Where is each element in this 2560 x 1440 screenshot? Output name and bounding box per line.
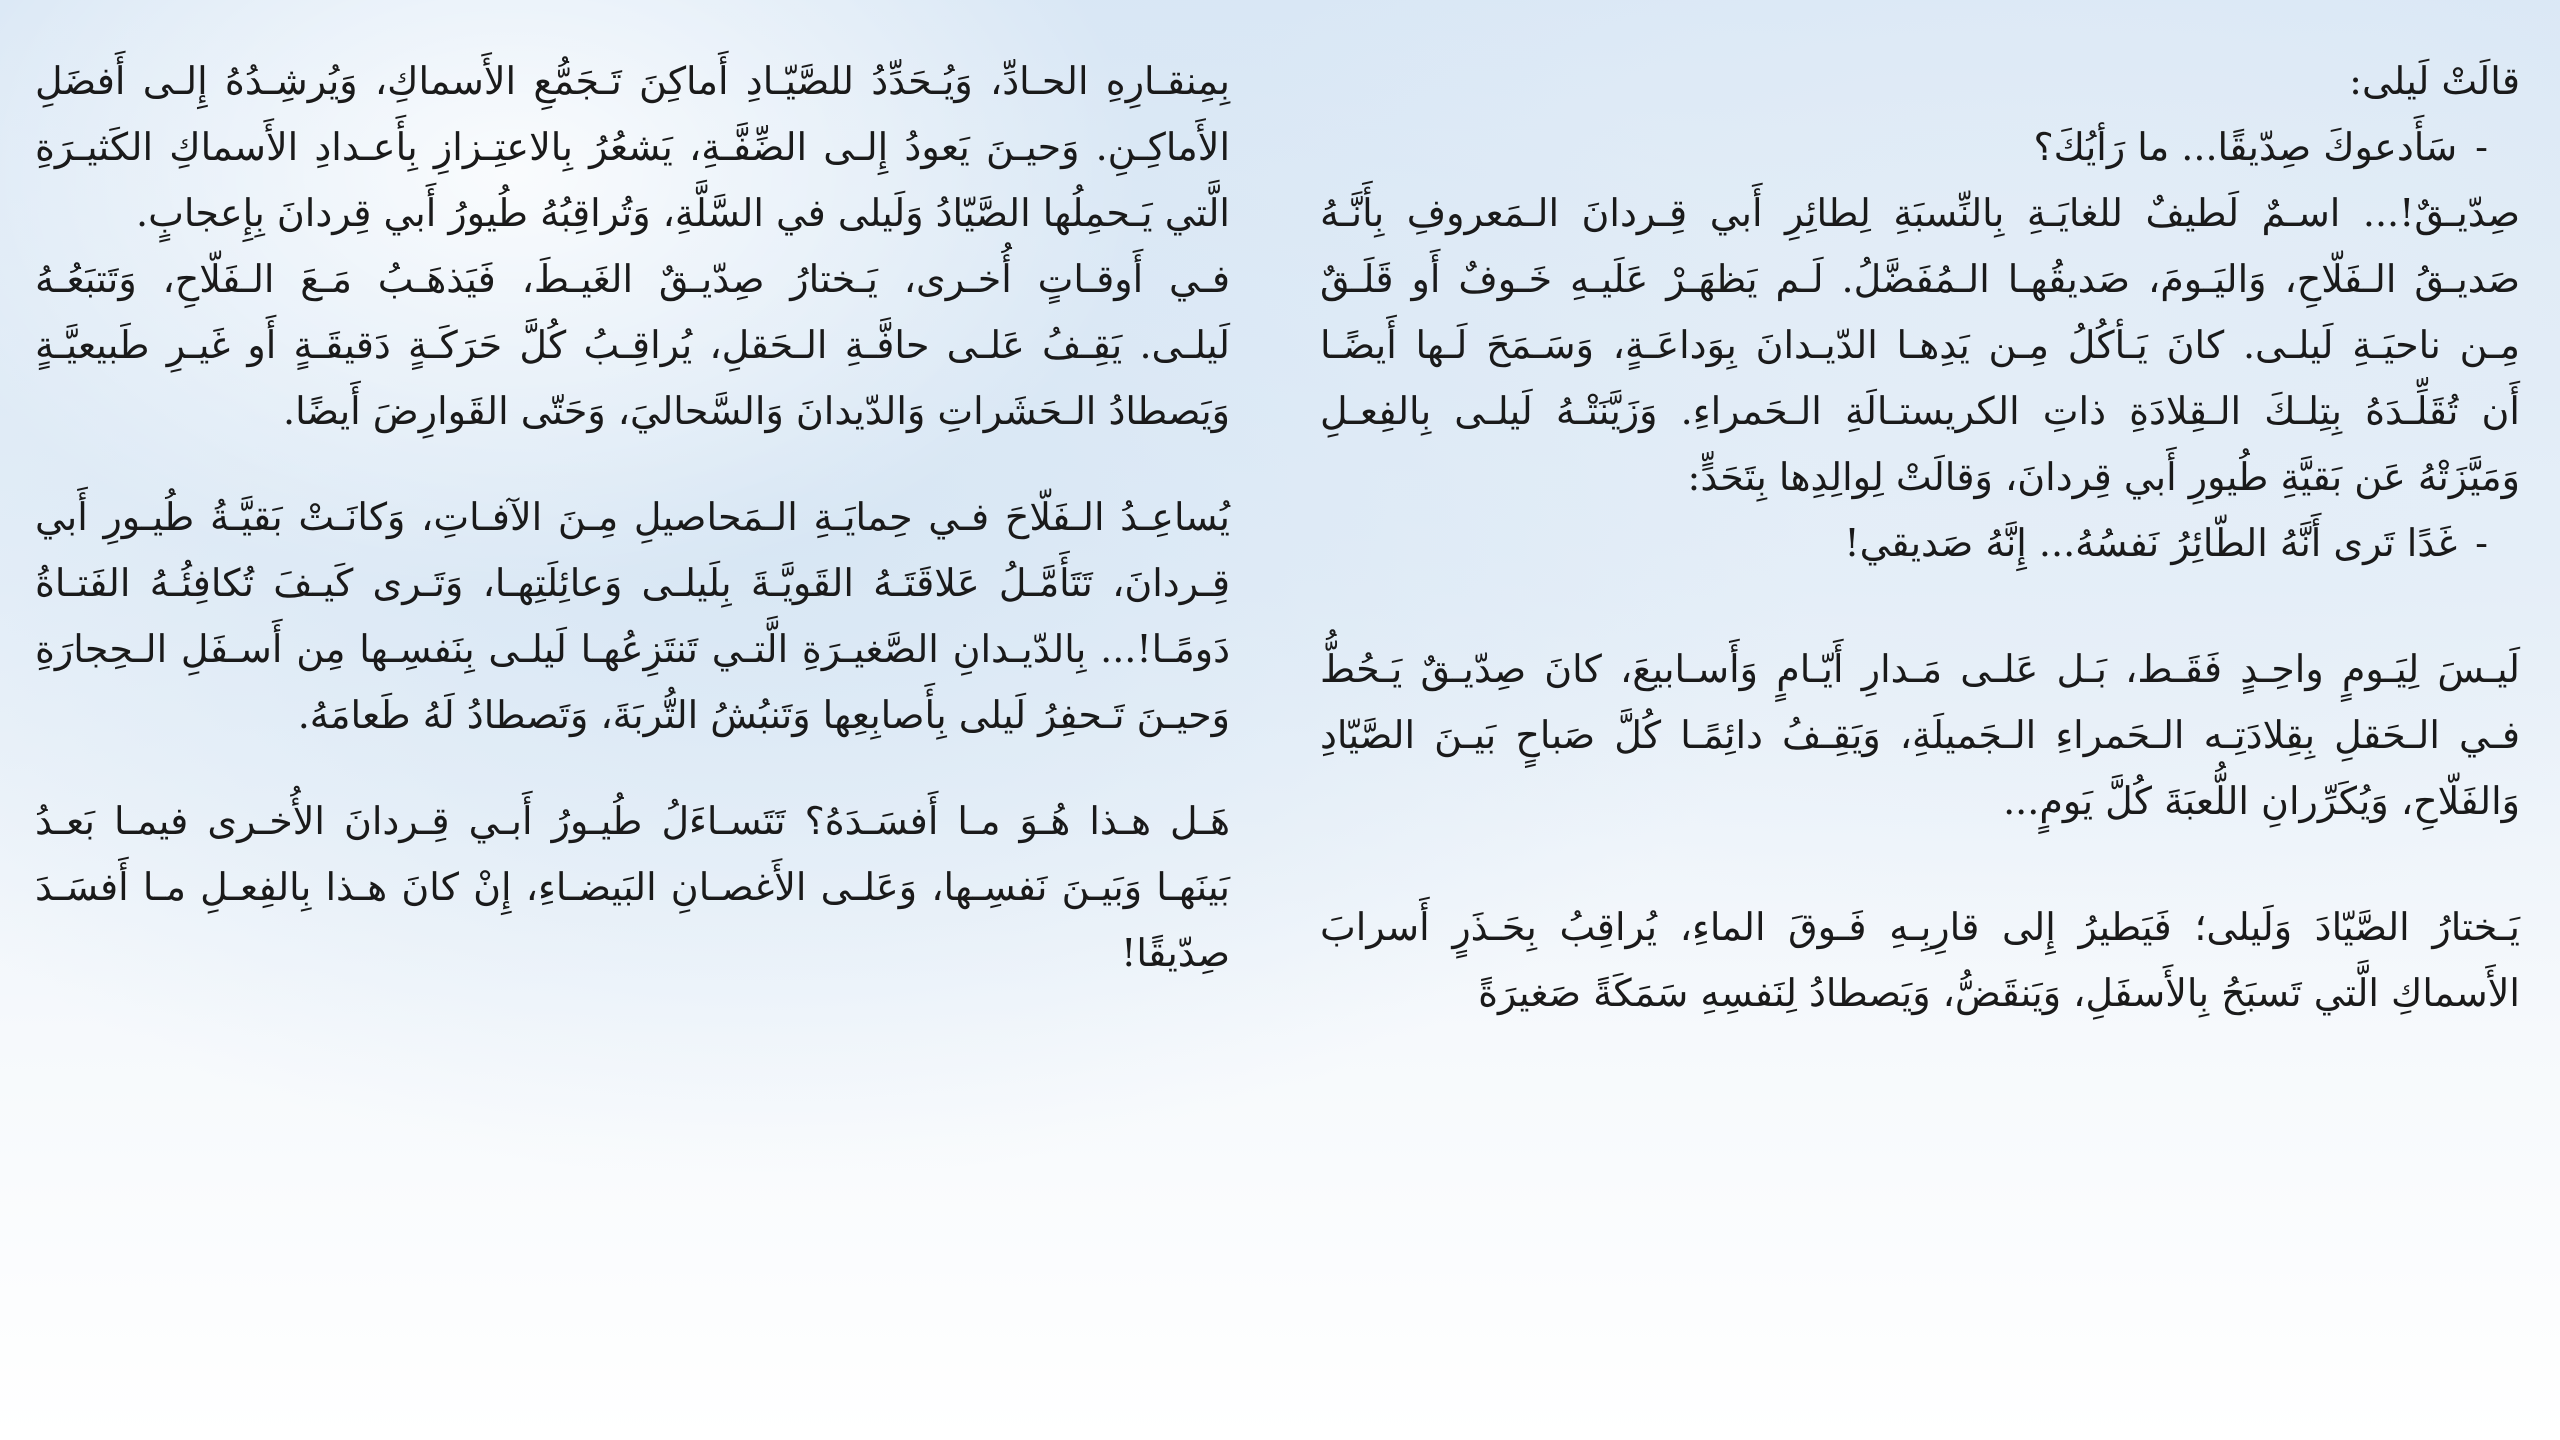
text-line: قِـردانَ، تَتَأَمَّـلُ عَلاقَتَـهُ القَويَّـةَ بِلَيلـى وَعائِلَتِهـا، وَتَـرى كَيـفَ تُكافِئُـهُ الفَتـاةُ [35,561,1230,605]
dialogue-text: سَأَدعوكَ صِدّيقًا... ما رَأيُكَ؟ [2033,125,2458,169]
text-line: يُساعِـدُ الـفَلّاحَ فـي حِمايَـةِ الـمَحاصيلِ مِـنَ الآفـاتِ، وَكانَـتْ بَقيَّـةُ طُيـورِ أَبي [35,495,1230,539]
text-line: لَيلـى. يَقِـفُ عَلـى حافَّـةِ الـحَقلِ، يُراقِـبُ كُلَّ حَرَكَـةٍ دَقيقَـةٍ أَو غَيـرِ طَبيعيَّـةٍ [35,323,1230,367]
text-line: الأَسماكِ الَّتي تَسبَحُ بِالأَسفَلِ، وَيَنقَضُّ، وَيَصطادُ لِنَفسِهِ سَمَكَةً صَغيرَةً [1478,971,2520,1015]
text-line: يَـختارُ الصَّيّادَ وَلَيلى؛ فَيَطيرُ إِلى قارِبِـهِ فَـوقَ الماءِ، يُراقِبُ بِحَـذَرٍ أَسرابَ [1320,905,2520,949]
text-line: فـي أَوقـاتٍ أُخـرى، يَـختارُ صِدّيـقٌ الغَيـطَ، فَيَذهَـبُ مَـعَ الـفَلّاحِ، وَتَتبَعُـهُ [35,257,1230,301]
text-line: الَّتي يَـحمِلُها الصَّيّادُ وَلَيلى في السَّلَّةِ، وَتُراقِبُهُ طُيورُ أَبي قِردانَ بِإِعجابٍ. [135,191,1230,235]
paragraph [35,484,1230,748]
text-line: دَومًـا!... بِالدّيـدانِ الصَّغيـرَةِ الَّتـي تَنتَزِعُهـا لَيلـى بِنَفسِـها مِن أَسـفَلِ الـحِجارَةِ [35,627,1230,671]
right-page [1320,48,2520,1026]
dialogue-dash: - [2475,125,2488,169]
text-line: بَينَهـا وَبَيـنَ نَفسِـها، وَعَلـى الأَغصـانِ البَيضـاءِ، إِنْ كانَ هـذا بِالفِعـلِ مـا أَفسَـدَ [35,865,1230,909]
text-line: وَمَيَّزَتْهُ عَن بَقيَّةِ طُيورِ أَبي قِردانَ، وَقالَتْ لِوالِدِها بِتَحَدٍّ: [1687,455,2520,499]
intro-line: قالَتْ لَيلى: [2349,59,2520,103]
text-line: بِمِنقـارِهِ الحـادِّ، وَيُـحَدِّدُ للصَّيّـادِ أَماكِنَ تَـجَمُّعِ الأَسماكِ، وَيُرشِـدُهُ إِلـى أَفضَلِ [35,59,1230,103]
text-line: هَـل هـذا هُـوَ مـا أَفسَـدَهُ؟ تَتَسـاءَلُ طُيـورُ أَبـي قِـردانَ الأُخـرى فيمـا بَعـدُ [35,799,1230,843]
left-page [35,48,1230,986]
text-line: صِدّيـقٌ!... اسـمٌ لَطيفٌ للغايَـةِ بِالنِّسبَةِ لِطائِرِ أَبي قِـردانَ الـمَعروفِ بِأَنَّـهُ [1320,191,2520,235]
text-line: فـي الـحَقلِ بِقِلادَتِـه الـحَمراءِ الـجَميلَةِ، وَيَقِـفُ دائِمًـا كُلَّ صَباحٍ بَيـنَ الصَّيّادِ [1320,713,2520,757]
dialogue-dash: - [2475,521,2488,565]
text-line: مِـن ناحيَـةِ لَيلـى. كانَ يَـأكُلُ مِـن يَدِهـا الدّيـدانَ بِوَداعَـةٍ، وَسَـمَحَ لَـها أَيضًـا [1320,323,2520,367]
dialogue-line-2 [1320,510,2520,576]
paragraph [1320,636,2520,834]
dialogue-line-1 [1320,114,2520,180]
paragraph [35,48,1230,246]
text-line: أَن تُقَلِّـدَهُ بِتِلـكَ الـقِلادَةِ ذاتِ الكريستـالَةِ الـحَمراءِ. وَزَيَّنَتْـهُ لَيلـى بِالفِعـلِ [1320,389,2520,433]
paragraph [1320,180,2520,510]
text-line: وَيَصطادُ الـحَشَراتِ وَالدّيدانَ وَالسَّحاليَ، وَحَتّى القَوارِضَ أَيضًا. [282,389,1230,433]
text-line: صَديـقُ الـفَلّاحِ، وَاليَـومَ، صَديقُهـا الـمُفَضَّلُ. لَـم يَظهَـرْ عَلَيـهِ خَـوفٌ أَو قَلَـقٌ [1320,257,2520,301]
paragraph [35,246,1230,444]
text-line: لَيـسَ لِيَـومٍ واحِـدٍ فَقَـط، بَـل عَلـى مَـدارِ أَيّـامٍ وَأَسـابيعَ، كانَ صِدّيـقٌ يَـحُطُّ [1320,647,2520,691]
dialogue-text: غَدًا تَرى أَنَّهُ الطّائِرُ نَفسُهُ... إِنَّهُ صَديقي! [1844,521,2458,565]
paragraph [1320,894,2520,1026]
text-line: وَحيـنَ تَـحفِرُ لَيلى بِأَصابِعِها وَتَنبُشُ التُّربَةَ، وَتَصطادُ لَهُ طَعامَهُ. [297,693,1230,737]
text-line: الأَماكِـنِ. وَحيـنَ يَعودُ إِلـى الضِّفَّـةِ، يَشعُرُ بِالاعتِـزازِ بِأَعـدادِ الأَسماكِ الكَثيـرَةِ [35,125,1230,169]
text-line: صِدّيقًا! [1121,931,1230,975]
text-line: وَالفَلّاحِ، وَيُكَرِّرانِ اللُّعبَةَ كُلَّ يَومٍ... [2003,779,2520,823]
paragraph [35,788,1230,986]
